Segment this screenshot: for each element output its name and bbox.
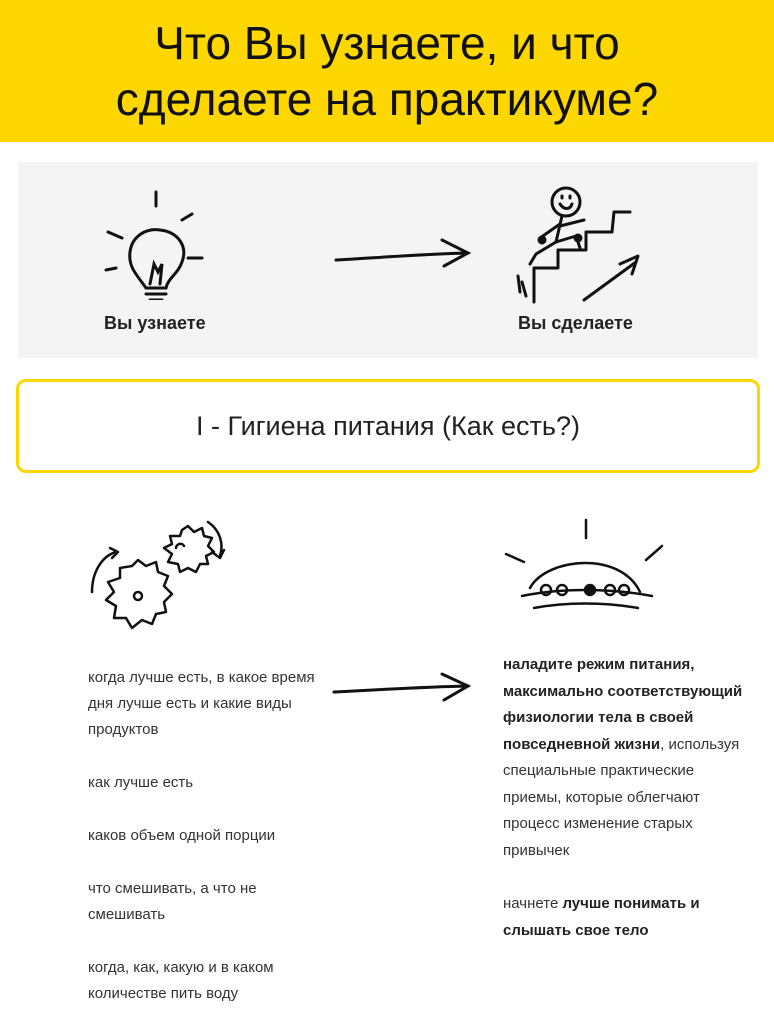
gears-icon <box>84 516 234 640</box>
outcome-text: , используя специальные практические приемы, которые облегчают процесс изменение старых привычек <box>503 735 740 859</box>
arrow-right-icon <box>334 236 474 272</box>
intro-panel <box>18 162 758 358</box>
outcome-highlight: лучше понимать и слышать свое тело <box>503 895 700 939</box>
learn-item: что смешивать, а что не смешивать <box>88 880 257 923</box>
learn-list <box>88 665 328 1034</box>
sun-rising-icon <box>500 514 670 618</box>
outcome-item <box>503 891 743 944</box>
page-title-line1: Что Вы узнаете, и что <box>154 17 620 69</box>
page-header <box>0 0 774 142</box>
page-title <box>116 15 658 127</box>
section-title-box <box>16 379 760 473</box>
learn-item: каков объем одной порции <box>88 827 276 844</box>
outcomes-list <box>503 652 743 971</box>
learn-item: как лучше есть <box>88 774 194 791</box>
do-caption: Вы сделаете <box>518 313 633 333</box>
learn-item: когда, как, какую и в каком количестве пить воду <box>88 959 274 1002</box>
section-title: I - Гигиена питания (Как есть?) <box>196 410 580 441</box>
arrow-right-icon <box>332 672 474 706</box>
outcome-text: начнете <box>503 895 563 912</box>
learn-caption: Вы узнаете <box>104 313 206 333</box>
climbing-stairs-icon <box>500 182 650 304</box>
learn-item: когда лучше есть, в какое время дня лучше есть и какие виды продуктов <box>88 669 315 738</box>
lightbulb-icon <box>98 188 218 300</box>
outcome-item <box>503 652 743 864</box>
outcome-highlight: наладите режим питания, максимально соответствующий физиологии тела в своей повседневной жизни <box>503 656 743 753</box>
page-title-line2: сделаете на практикуме? <box>115 73 659 125</box>
